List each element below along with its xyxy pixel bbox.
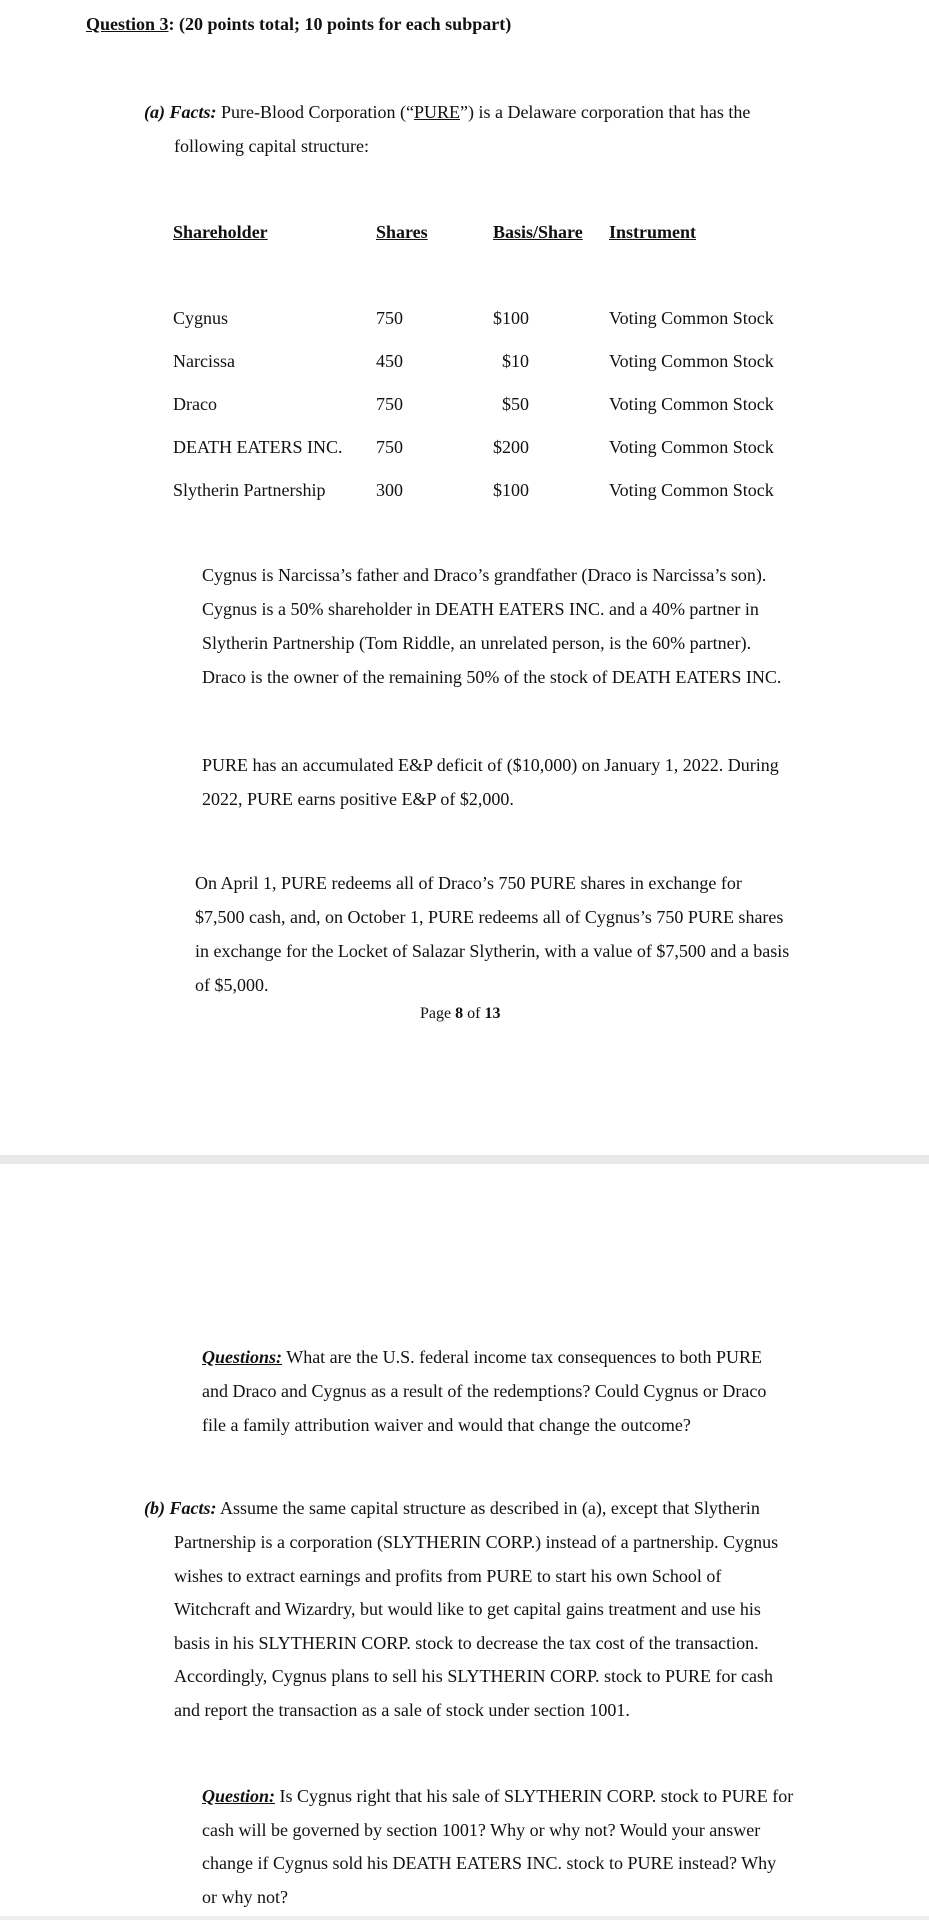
table-cell-shareholder: Draco [173, 394, 217, 414]
table-cell-shares: 750 [376, 394, 403, 414]
paragraph-line: change if Cygnus sold his DEATH EATERS INC. stock to PURE instead? Why [202, 1853, 777, 1873]
paragraph-line: Questions: What are the U.S. federal income tax consequences to both PURE [202, 1347, 763, 1367]
table-cell-shares: 750 [376, 437, 403, 457]
paragraph-line: Question: Is Cygnus right that his sale of SLYTHERIN CORP. stock to PURE for [202, 1786, 794, 1806]
paragraph-line: Cygnus is a 50% shareholder in DEATH EATERS INC. and a 40% partner in [202, 599, 759, 619]
pure-term: PURE [413, 102, 460, 122]
part-a-line-2: following capital structure: [174, 136, 369, 156]
table-cell-shareholder: Slytherin Partnership [173, 480, 326, 500]
table-cell-instrument: Voting Common Stock [609, 394, 774, 414]
paragraph-line: PURE has an accumulated E&P deficit of ($10,000) on January 1, 2022. During [202, 755, 779, 775]
paragraph-line: Partnership is a corporation (SLYTHERIN CORP.) instead of a partnership. Cygnus [174, 1532, 779, 1552]
page-number: Page 8 of 13 [420, 1005, 501, 1022]
bottom-edge [0, 1916, 929, 1920]
part-a-label: (a) Facts: [144, 102, 217, 122]
table-cell-instrument: Voting Common Stock [609, 351, 774, 371]
paragraph-line: and report the transaction as a sale of stock under section 1001. [174, 1700, 630, 1720]
table-cell-shareholder: DEATH EATERS INC. [173, 437, 343, 457]
paragraph-line: cash will be governed by section 1001? Why or why not? Would your answer [202, 1820, 761, 1840]
paragraph-line: Draco is the owner of the remaining 50% of the stock of DEATH EATERS INC. [202, 667, 782, 687]
paragraph-line: and Draco and Cygnus as a result of the redemptions? Could Cygnus or Draco [202, 1381, 767, 1401]
paragraph-line: $7,500 cash, and, on October 1, PURE redeems all of Cygnus’s 750 PURE shares [195, 907, 784, 927]
table-cell-basis: $100 [493, 480, 529, 500]
paragraph-line: 2022, PURE earns positive E&P of $2,000. [202, 789, 514, 809]
table-header-basis: Basis/Share [493, 222, 583, 242]
page-break-divider [0, 1155, 929, 1164]
table-header-instrument: Instrument [609, 222, 697, 242]
question-number: Question 3 [86, 14, 169, 34]
paragraph-line: (b) Facts: Assume the same capital structure as described in (a), except that Slytherin [144, 1498, 760, 1518]
table-cell-shares: 750 [376, 308, 403, 328]
table-cell-basis: $50 [502, 394, 529, 414]
paragraph-line: Cygnus is Narcissa’s father and Draco’s grandfather (Draco is Narcissa’s son). [202, 565, 767, 585]
table-cell-basis: $200 [493, 437, 529, 457]
paragraph-line: Accordingly, Cygnus plans to sell his SLYTHERIN CORP. stock to PURE for cash [174, 1666, 774, 1686]
table-cell-instrument: Voting Common Stock [609, 437, 774, 457]
paragraph-line: On April 1, PURE redeems all of Draco’s 750 PURE shares in exchange for [195, 873, 742, 893]
part-b-label: (b) Facts: [144, 1498, 217, 1518]
table-header-shareholder: Shareholder [173, 222, 268, 242]
table-cell-basis: $100 [493, 308, 529, 328]
table-cell-shares: 450 [376, 351, 403, 371]
table-cell-basis: $10 [502, 351, 529, 371]
page-current: 8 [455, 1005, 464, 1022]
part-a-line-1: (a) Facts: Pure-Blood Corporation (“PURE”) is a Delaware corporation that has the [144, 102, 751, 122]
paragraph-line: in exchange for the Locket of Salazar Slytherin, with a value of $7,500 and a basis [195, 941, 790, 961]
question-points: : (20 points total; 10 points for each subpart) [168, 14, 512, 34]
paragraph-line: or why not? [202, 1887, 288, 1907]
table-cell-instrument: Voting Common Stock [609, 480, 774, 500]
paragraph-line: file a family attribution waiver and would that change the outcome? [202, 1415, 691, 1435]
paragraph-line: wishes to extract earnings and profits from PURE to start his own School of [174, 1566, 722, 1586]
table-cell-shareholder: Narcissa [173, 351, 235, 371]
questions-a-label: Questions: [202, 1347, 283, 1367]
page-total: 13 [484, 1005, 501, 1022]
paragraph-line: of $5,000. [195, 975, 269, 995]
question-header [86, 14, 511, 35]
question-b-label: Question: [202, 1786, 276, 1806]
table-header-shares: Shares [376, 222, 428, 242]
paragraph-line: Witchcraft and Wizardry, but would like to get capital gains treatment and use his [174, 1599, 761, 1619]
paragraph-line: basis in his SLYTHERIN CORP. stock to decrease the tax cost of the transaction. [174, 1633, 759, 1653]
table-cell-shares: 300 [376, 480, 403, 500]
paragraph-line: Slytherin Partnership (Tom Riddle, an unrelated person, is the 60% partner). [202, 633, 752, 653]
table-cell-shareholder: Cygnus [173, 308, 229, 328]
table-cell-instrument: Voting Common Stock [609, 308, 774, 328]
